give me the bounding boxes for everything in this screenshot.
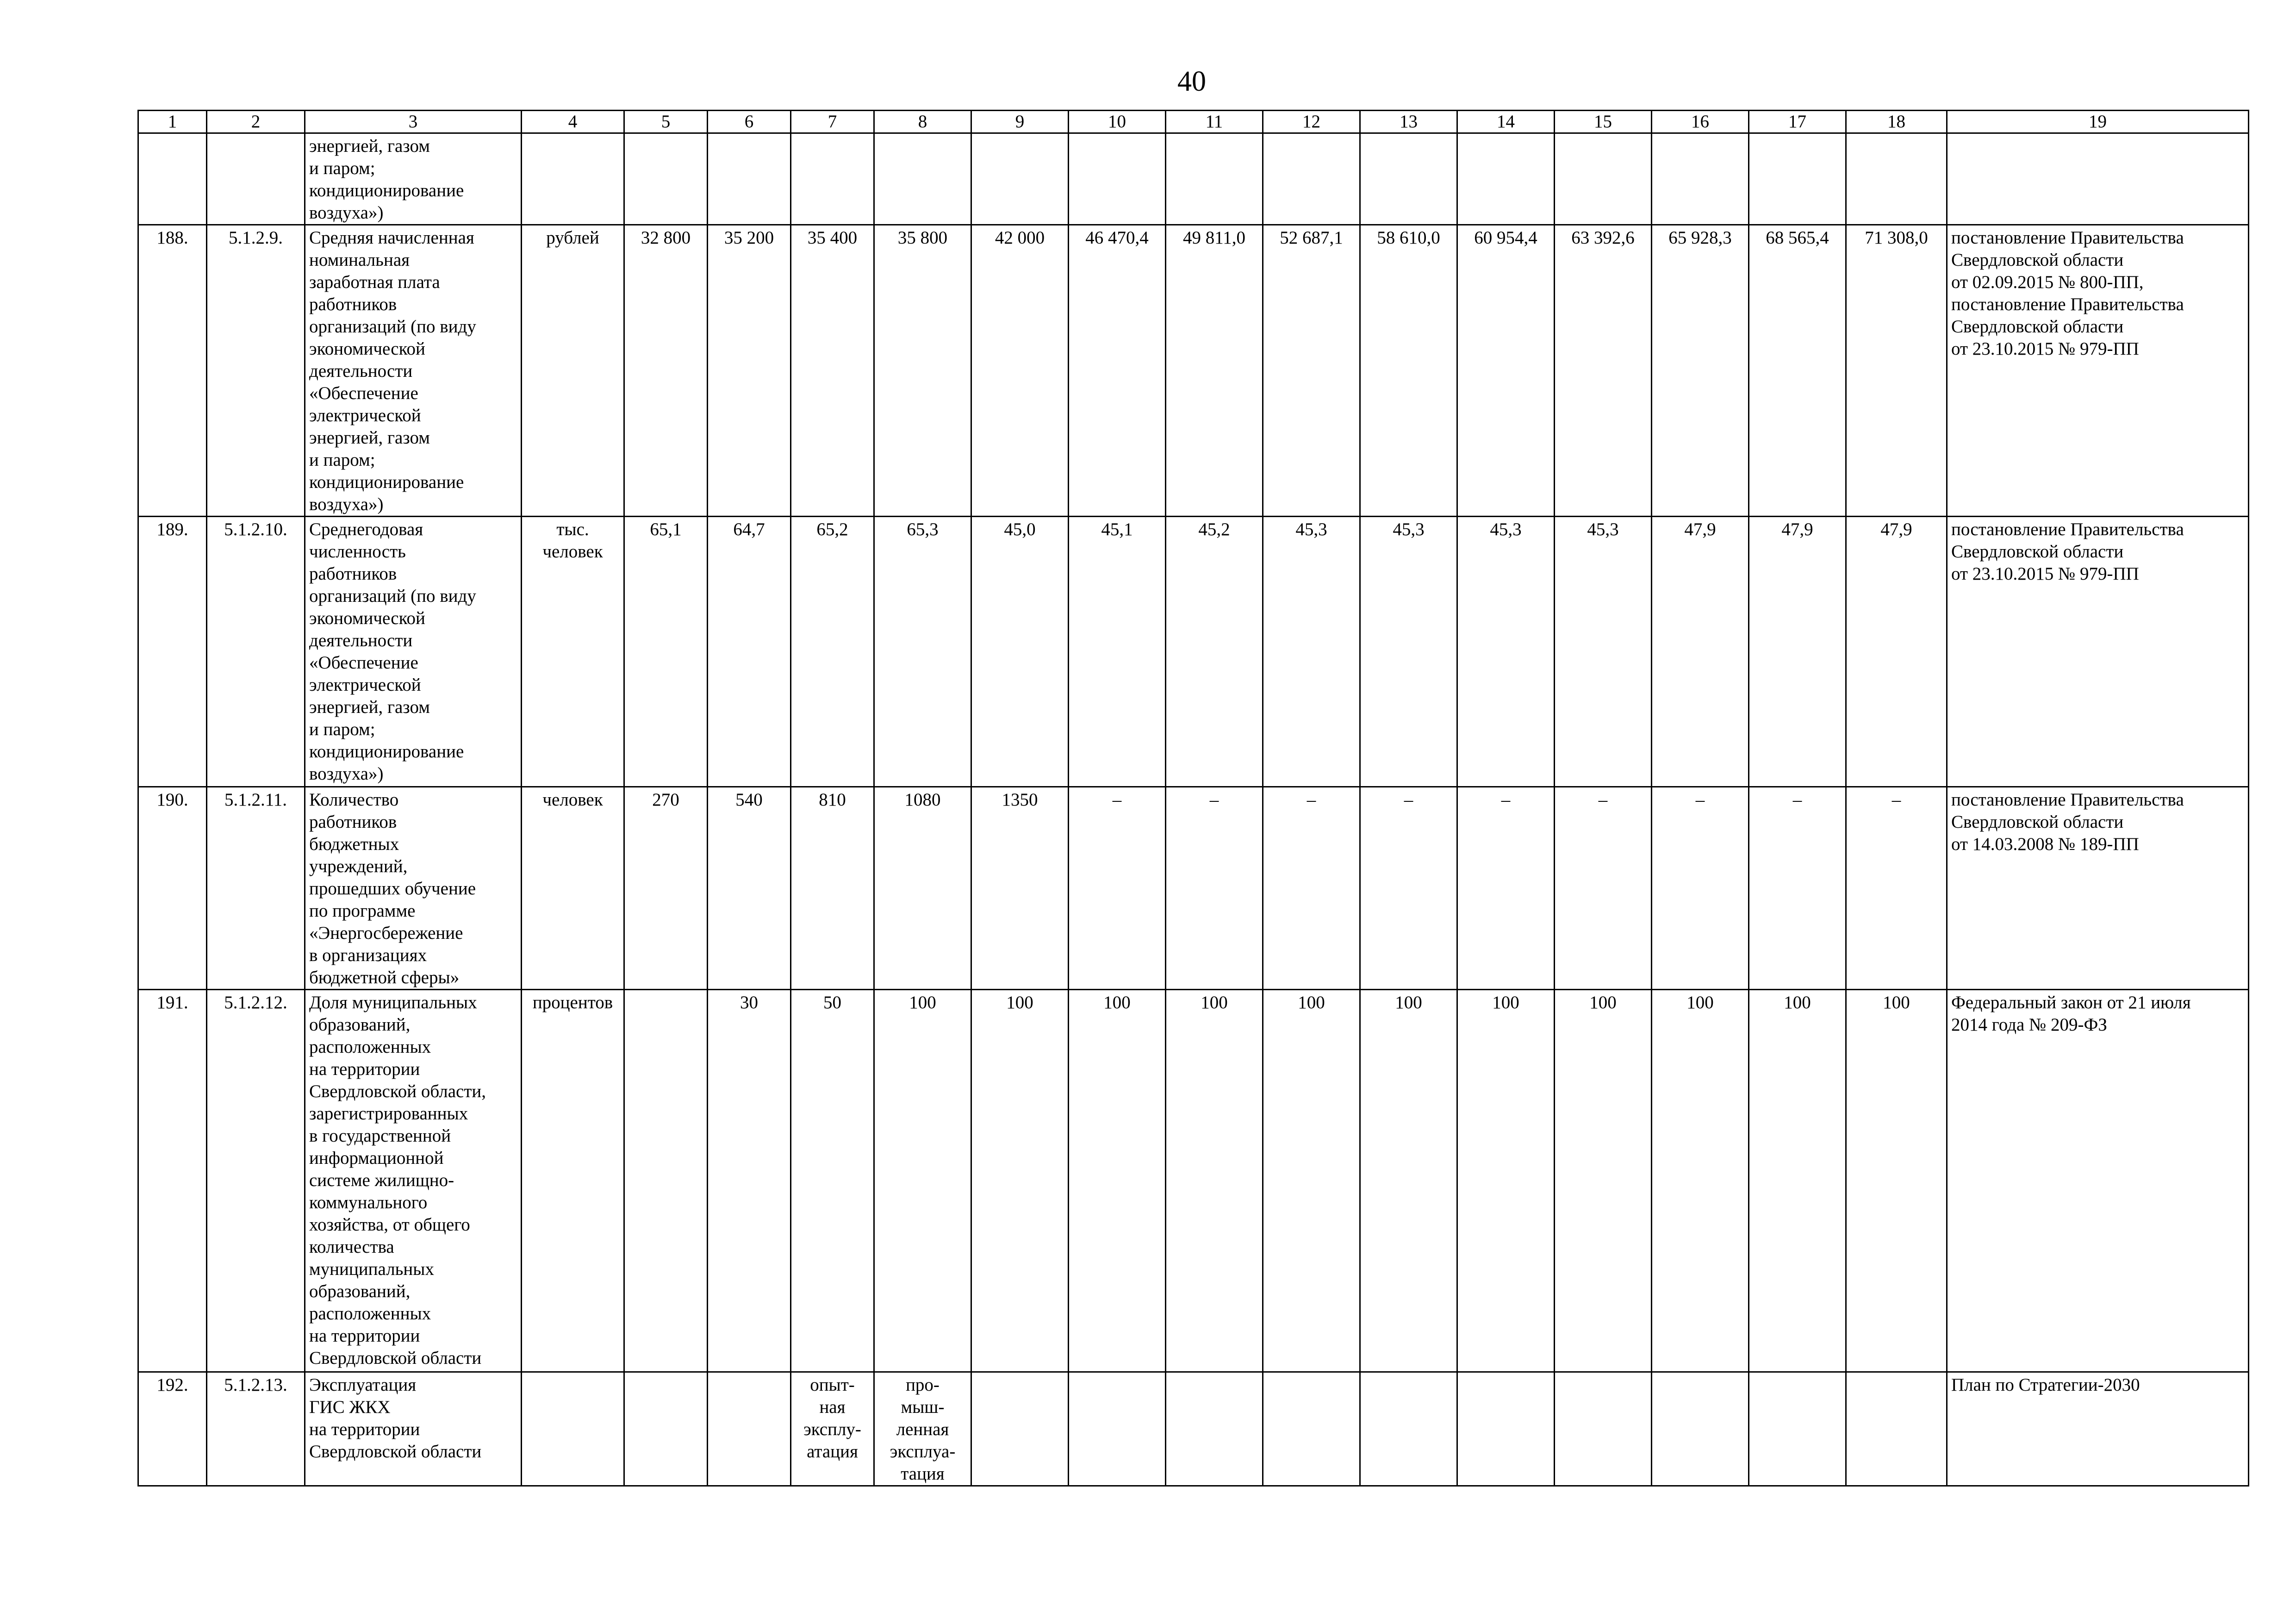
value-cell [1652, 133, 1749, 225]
value-cell: 42 000 [971, 225, 1069, 517]
value-cell: 65 928,3 [1652, 225, 1749, 517]
indicator-code-cell: 5.1.2.10. [207, 517, 305, 787]
value-cell: 49 811,0 [1166, 225, 1263, 517]
value-cell: 32 800 [624, 225, 708, 517]
value-cell: 100 [874, 990, 971, 1372]
table-body [138, 111, 2249, 1486]
value-cell: 64,7 [708, 517, 791, 787]
value-cell: – [1069, 787, 1166, 990]
value-cell: 100 [1457, 990, 1555, 1372]
basis-document-cell: постановление Правительства Свердловской области от 14.03.2008 № 189-ПП [1947, 787, 2249, 990]
value-cell [1457, 1372, 1555, 1486]
value-cell [971, 1372, 1069, 1486]
value-cell: 35 200 [708, 225, 791, 517]
value-cell [708, 133, 791, 225]
value-cell: 100 [1166, 990, 1263, 1372]
indicator-name-cell: энергией, газом и паром; кондиционирование воздуха») [305, 133, 522, 225]
column-number: 19 [1947, 111, 2249, 133]
value-cell [1846, 133, 1947, 225]
value-cell: опыт- ная эксплу- атация [791, 1372, 874, 1486]
column-number: 10 [1069, 111, 1166, 133]
value-cell: 45,3 [1263, 517, 1360, 787]
column-number: 5 [624, 111, 708, 133]
indicator-code-cell: 5.1.2.11. [207, 787, 305, 990]
value-cell: 35 800 [874, 225, 971, 517]
value-cell: – [1846, 787, 1947, 990]
value-cell: – [1360, 787, 1457, 990]
value-cell: 46 470,4 [1069, 225, 1166, 517]
value-cell [971, 133, 1069, 225]
column-number: 15 [1555, 111, 1652, 133]
value-cell: 35 400 [791, 225, 874, 517]
row-number-cell: 192. [138, 1372, 207, 1486]
column-number: 8 [874, 111, 971, 133]
value-cell [624, 1372, 708, 1486]
value-cell: 100 [1846, 990, 1947, 1372]
value-cell [1360, 133, 1457, 225]
indicator-code-cell: 5.1.2.12. [207, 990, 305, 1372]
value-cell: 45,3 [1360, 517, 1457, 787]
value-cell: – [1166, 787, 1263, 990]
value-cell: – [1749, 787, 1846, 990]
value-cell [874, 133, 971, 225]
value-cell: 45,3 [1555, 517, 1652, 787]
unit-cell: процентов [522, 990, 624, 1372]
value-cell [624, 990, 708, 1372]
value-cell [1263, 1372, 1360, 1486]
column-number: 3 [305, 111, 522, 133]
table-row [138, 1372, 2249, 1486]
column-number: 16 [1652, 111, 1749, 133]
value-cell: 71 308,0 [1846, 225, 1947, 517]
value-cell [1360, 1372, 1457, 1486]
unit-cell [522, 133, 624, 225]
column-number: 2 [207, 111, 305, 133]
column-number-row [138, 111, 2249, 133]
value-cell [1166, 133, 1263, 225]
basis-document-cell: постановление Правительства Свердловской области от 02.09.2015 № 800-ПП, постановление Правительства Свердловской области от 23.10.2015 № 979-ПП [1947, 225, 2249, 517]
value-cell: 100 [1749, 990, 1846, 1372]
indicator-name-cell: Доля муниципальных образований, расположенных на территории Свердловской области, зарегистрированных в государственной информационной системе жилищно- коммунального хозяйства, от общего количества муниципальных образований, расположенных на территории Свердловской области [305, 990, 522, 1372]
column-number: 11 [1166, 111, 1263, 133]
indicator-code-cell [207, 133, 305, 225]
value-cell: 60 954,4 [1457, 225, 1555, 517]
value-cell: – [1263, 787, 1360, 990]
value-cell [1069, 1372, 1166, 1486]
indicator-code-cell: 5.1.2.13. [207, 1372, 305, 1486]
value-cell: 47,9 [1846, 517, 1947, 787]
value-cell: – [1555, 787, 1652, 990]
value-cell [1652, 1372, 1749, 1486]
value-cell: 1350 [971, 787, 1069, 990]
value-cell: 30 [708, 990, 791, 1372]
value-cell: 52 687,1 [1263, 225, 1360, 517]
value-cell: 100 [1360, 990, 1457, 1372]
value-cell: 63 392,6 [1555, 225, 1652, 517]
value-cell [1846, 1372, 1947, 1486]
value-cell: 65,1 [624, 517, 708, 787]
indicators-table [137, 110, 2249, 1487]
indicator-name-cell: Эксплуатация ГИС ЖКХ на территории Свердловской области [305, 1372, 522, 1486]
value-cell: 270 [624, 787, 708, 990]
value-cell: про- мыш- ленная эксплуа- тация [874, 1372, 971, 1486]
basis-document-cell: Федеральный закон от 21 июля 2014 года № 209-ФЗ [1947, 990, 2249, 1372]
value-cell: 65,3 [874, 517, 971, 787]
value-cell: 45,3 [1457, 517, 1555, 787]
value-cell [624, 133, 708, 225]
column-number: 1 [138, 111, 207, 133]
value-cell [1555, 133, 1652, 225]
unit-cell: рублей [522, 225, 624, 517]
indicator-code-cell: 5.1.2.9. [207, 225, 305, 517]
column-number: 4 [522, 111, 624, 133]
value-cell [1749, 133, 1846, 225]
column-number: 13 [1360, 111, 1457, 133]
unit-cell: человек [522, 787, 624, 990]
column-number: 6 [708, 111, 791, 133]
row-number-cell: 189. [138, 517, 207, 787]
indicator-name-cell: Средняя начисленная номинальная заработная плата работников организаций (по виду экономической деятельности «Обеспечение электрической энергией, газом и паром; кондиционирование воздуха») [305, 225, 522, 517]
value-cell [708, 1372, 791, 1486]
column-number: 14 [1457, 111, 1555, 133]
value-cell [1555, 1372, 1652, 1486]
value-cell [1749, 1372, 1846, 1486]
indicator-name-cell: Среднегодовая численность работников организаций (по виду экономической деятельности «Обеспечение электрической энергией, газом и паром; кондиционирование воздуха») [305, 517, 522, 787]
column-number: 17 [1749, 111, 1846, 133]
value-cell: 100 [1069, 990, 1166, 1372]
column-number: 7 [791, 111, 874, 133]
column-number: 12 [1263, 111, 1360, 133]
value-cell: 100 [1263, 990, 1360, 1372]
value-cell [1263, 133, 1360, 225]
value-cell [791, 133, 874, 225]
value-cell: – [1652, 787, 1749, 990]
table-row [138, 787, 2249, 990]
value-cell: 1080 [874, 787, 971, 990]
value-cell: 100 [1555, 990, 1652, 1372]
column-number: 9 [971, 111, 1069, 133]
table-row [138, 990, 2249, 1372]
column-number: 18 [1846, 111, 1947, 133]
value-cell: 47,9 [1652, 517, 1749, 787]
unit-cell: тыс. человек [522, 517, 624, 787]
unit-cell [522, 1372, 624, 1486]
value-cell: 100 [1652, 990, 1749, 1372]
value-cell [1457, 133, 1555, 225]
row-number-cell: 191. [138, 990, 207, 1372]
row-number-cell: 188. [138, 225, 207, 517]
value-cell: 45,1 [1069, 517, 1166, 787]
value-cell: 68 565,4 [1749, 225, 1846, 517]
row-number-cell: 190. [138, 787, 207, 990]
basis-document-cell: План по Стратегии-2030 [1947, 1372, 2249, 1486]
value-cell: 45,2 [1166, 517, 1263, 787]
table-row [138, 517, 2249, 787]
indicator-name-cell: Количество работников бюджетных учреждений, прошедших обучение по программе «Энергосбережение в организациях бюджетной сферы» [305, 787, 522, 990]
value-cell: 540 [708, 787, 791, 990]
value-cell: 50 [791, 990, 874, 1372]
value-cell: 65,2 [791, 517, 874, 787]
table-row [138, 133, 2249, 225]
value-cell: 45,0 [971, 517, 1069, 787]
value-cell [1069, 133, 1166, 225]
basis-document-cell [1947, 133, 2249, 225]
value-cell: – [1457, 787, 1555, 990]
value-cell [1166, 1372, 1263, 1486]
page-number: 40 [1177, 66, 1206, 97]
value-cell: 100 [971, 990, 1069, 1372]
value-cell: 47,9 [1749, 517, 1846, 787]
value-cell: 58 610,0 [1360, 225, 1457, 517]
row-number-cell [138, 133, 207, 225]
table-row [138, 225, 2249, 517]
value-cell: 810 [791, 787, 874, 990]
basis-document-cell: постановление Правительства Свердловской области от 23.10.2015 № 979-ПП [1947, 517, 2249, 787]
